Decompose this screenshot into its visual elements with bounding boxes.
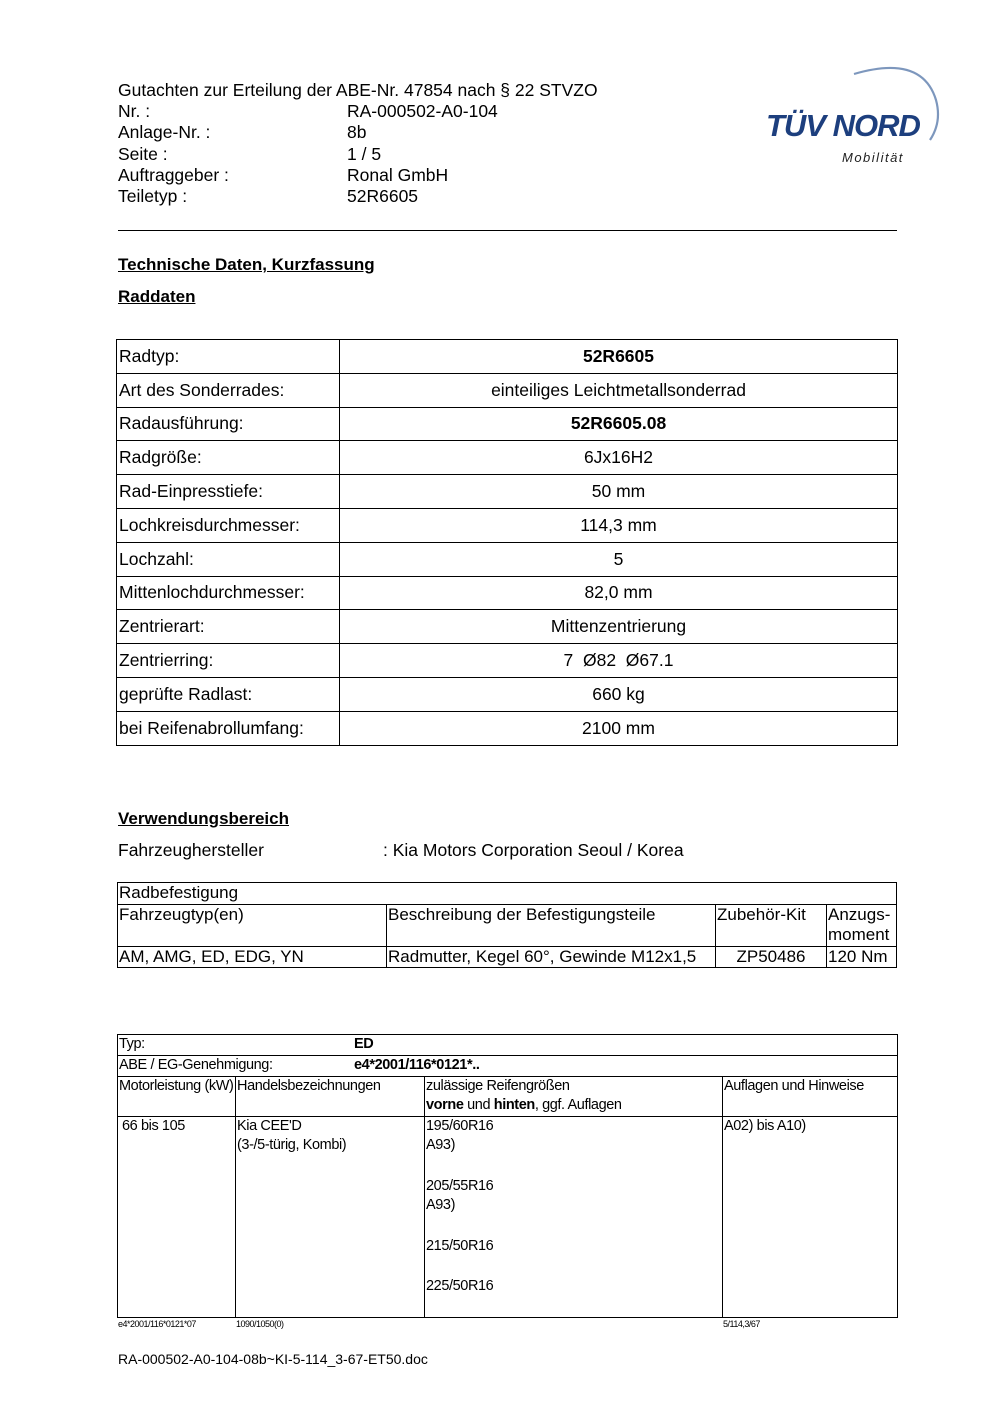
handel-line2: (3-/5-türig, Kombi) (237, 1137, 347, 1153)
table-row (117, 677, 898, 711)
table-header-row (118, 1076, 898, 1116)
row-value: 7 Ø82 Ø67.1 (340, 644, 898, 678)
row-label: Radgröße: (117, 441, 340, 475)
reifen-size: 225/50R16 (426, 1278, 494, 1294)
field-value: 52R6605 (347, 185, 419, 206)
column-header-reifen (425, 1076, 723, 1116)
table-row (118, 946, 897, 968)
hersteller-value: : Kia Motors Corporation Seoul / Korea (383, 840, 684, 860)
column-header: Anzugs-moment (827, 904, 897, 946)
header-divider (118, 230, 897, 231)
row-value: 114,3 mm (340, 508, 898, 542)
hinten-text: hinten (493, 1097, 535, 1113)
row-value: Mittenzentrierung (340, 610, 898, 644)
verwendung-title: Verwendungsbereich (118, 809, 289, 828)
header-field-teiletyp (118, 186, 598, 207)
tuv-nord-logo (762, 60, 942, 172)
table-header-row (118, 904, 897, 946)
logo-tagline: Mobilität (842, 150, 904, 165)
reifen-size: 195/60R16 (426, 1117, 494, 1134)
logo-wordmark: TÜV NORD (766, 108, 920, 143)
row-value: 2100 mm (340, 711, 898, 745)
reifen-cell (425, 1116, 723, 1317)
fahrzeughersteller-line (118, 840, 684, 861)
table-row (118, 883, 897, 905)
header-field-nr (118, 101, 598, 122)
row-value: 50 mm (340, 475, 898, 509)
auflagen-cell: A02) bis A10) (723, 1116, 898, 1317)
typ-label: Typ: (119, 1036, 145, 1052)
footnote-lochkreis: 5/114,3/67 (723, 1319, 760, 1329)
typ-value: ED (354, 1036, 374, 1052)
table-cell: AM, AMG, ED, EDG, YN (118, 946, 387, 968)
abe-cell (118, 1056, 898, 1077)
row-label: bei Reifenabrollumfang: (117, 711, 340, 745)
row-label: Zentrierring: (117, 644, 340, 678)
leistung-cell: 66 bis 105 (118, 1116, 236, 1317)
column-header: Handelsbezeichnungen (236, 1076, 425, 1116)
header-title: Gutachten zur Erteilung der ABE-Nr. 47854 nach § 22 STVZO (118, 80, 598, 100)
abe-value: e4*2001/116*0121*.. (354, 1057, 480, 1073)
table-row (117, 441, 898, 475)
document-header (118, 80, 598, 207)
reifen-size: 215/50R16 (426, 1237, 494, 1254)
field-label: Nr. : (118, 101, 151, 122)
row-label: Mittenlochdurchmesser: (117, 576, 340, 610)
column-header: Auflagen und Hinweise (723, 1076, 898, 1116)
table-row (117, 373, 898, 407)
column-header: Beschreibung der Befestigungsteile (387, 904, 716, 946)
table-row (117, 711, 898, 745)
vorne-text: vorne (426, 1097, 464, 1113)
row-label: Radtyp: (117, 340, 340, 374)
table-row (117, 475, 898, 509)
field-label: Anlage-Nr. : (118, 122, 211, 143)
row-value: 660 kg (340, 677, 898, 711)
abe-label: ABE / EG-Genehmigung: (119, 1057, 273, 1073)
table-cell: ZP50486 (716, 946, 827, 968)
field-value: 8b (347, 122, 367, 143)
row-label: geprüfte Radlast: (117, 677, 340, 711)
raddaten-table (116, 339, 898, 746)
table-row (118, 1116, 898, 1317)
section-title: Technische Daten, Kurzfassung (118, 255, 375, 274)
column-header: Zubehör-Kit (716, 904, 827, 946)
typ-row (118, 1035, 898, 1056)
row-value: 82,0 mm (340, 576, 898, 610)
reifen-size: 205/55R16 (426, 1177, 494, 1194)
field-label: Seite : (118, 143, 168, 164)
field-value: Ronal GmbH (347, 164, 449, 185)
header-field-auftraggeber (118, 165, 598, 186)
table-cell: Radmutter, Kegel 60°, Gewinde M12x1,5 (387, 946, 716, 968)
field-label: Teiletyp : (118, 185, 188, 206)
column-header: Fahrzeugtyp(en) (118, 904, 387, 946)
row-label: Lochkreisdurchmesser: (117, 508, 340, 542)
reifen-header-line1: zulässige Reifengrößen (426, 1077, 570, 1094)
field-value: 1 / 5 (347, 143, 382, 164)
header-field-seite (118, 144, 598, 165)
raddaten-title: Raddaten (118, 287, 196, 306)
table-row (117, 508, 898, 542)
table-row (117, 644, 898, 678)
row-label: Radausführung: (117, 407, 340, 441)
radbefestigung-table (117, 882, 897, 968)
table-row (117, 610, 898, 644)
field-label: Auftraggeber : (118, 164, 229, 185)
table-row (117, 340, 898, 374)
table-row (117, 576, 898, 610)
row-value: 52R6605.08 (340, 407, 898, 441)
row-value: 5 (340, 542, 898, 576)
footnote-abe: e4*2001/116*0121*07 (118, 1319, 196, 1329)
row-value: einteiliges Leichtmetallsonderrad (340, 373, 898, 407)
reifen-header-line2 (426, 1096, 721, 1116)
row-label: Lochzahl: (117, 542, 340, 576)
footer-filename: RA-000502-A0-104-08b~KI-5-114_3-67-ET50.doc (118, 1351, 428, 1367)
row-label: Zentrierart: (117, 610, 340, 644)
row-label: Rad-Einpresstiefe: (117, 475, 340, 509)
footnote-codes: 1090/1050(0) (236, 1319, 284, 1329)
und-text: und (463, 1097, 494, 1113)
table-row (117, 542, 898, 576)
handel-line1: Kia CEE'D (237, 1117, 302, 1134)
row-value: 52R6605 (340, 340, 898, 374)
table-row (117, 407, 898, 441)
radbefestigung-title: Radbefestigung (118, 883, 897, 905)
handel-cell (236, 1116, 425, 1317)
field-value: RA-000502-A0-104 (347, 101, 498, 122)
row-label: Art des Sonderrades: (117, 373, 340, 407)
header-field-anlage (118, 122, 598, 143)
hersteller-label: Fahrzeughersteller (118, 840, 264, 860)
table-cell: 120 Nm (827, 946, 897, 968)
reifen-note: A93) (426, 1137, 456, 1153)
row-value: 6Jx16H2 (340, 441, 898, 475)
column-header: Motorleistung (kW) (118, 1076, 236, 1116)
reifen-note: A93) (426, 1197, 456, 1213)
typ-table (117, 1034, 898, 1318)
abe-row (118, 1056, 898, 1077)
typ-cell (118, 1035, 898, 1056)
rest-text: , ggf. Auflagen (534, 1097, 622, 1113)
